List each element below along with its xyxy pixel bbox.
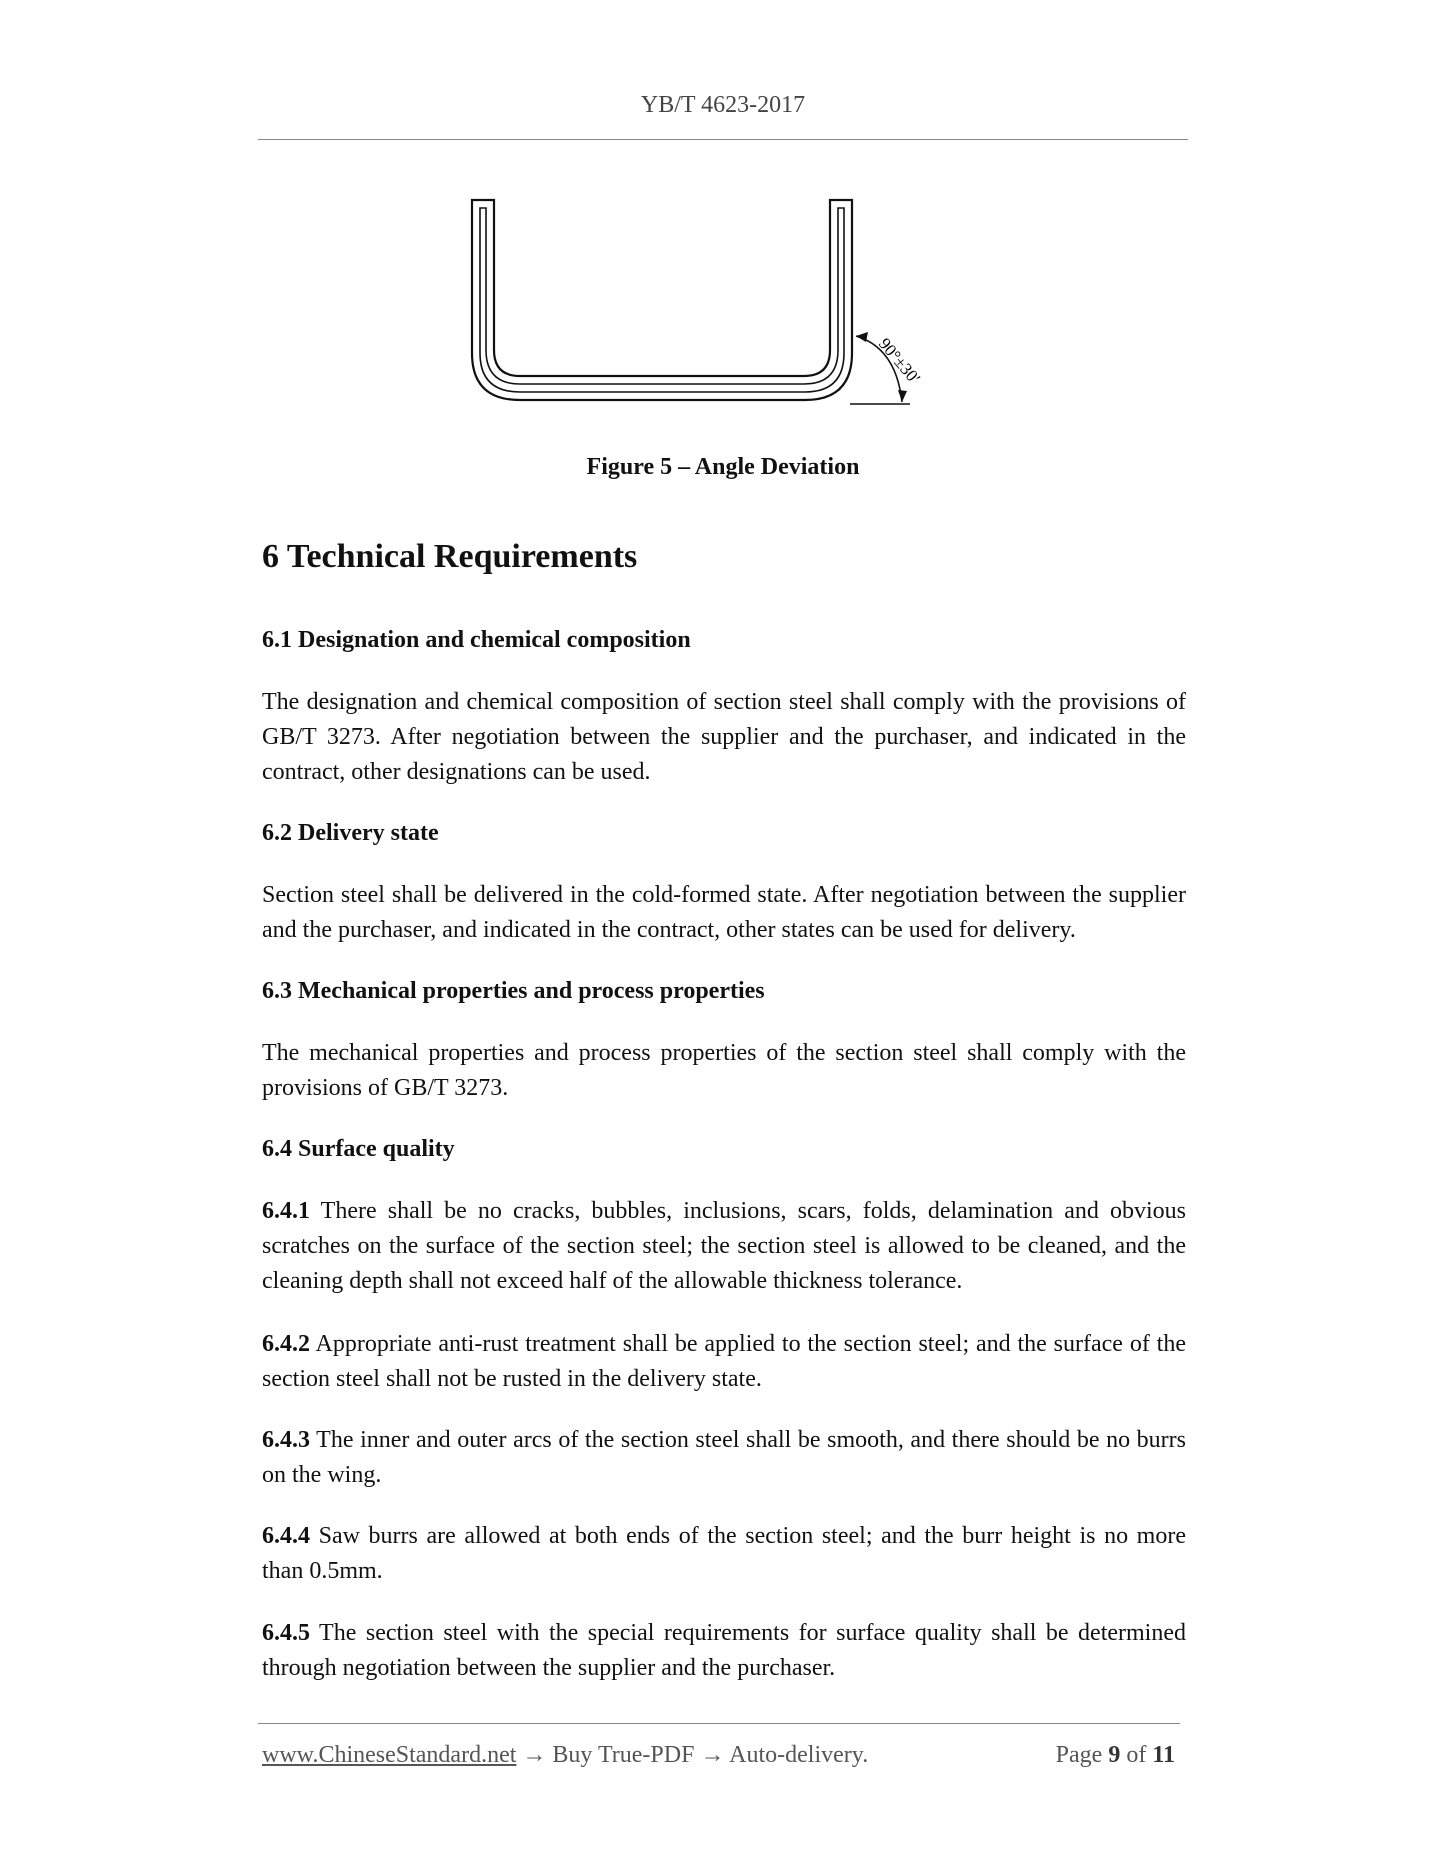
clause-number: 6.4.2 — [262, 1331, 310, 1357]
document-header: YB/T 4623-2017 — [640, 92, 806, 118]
page-number: 9 — [1108, 1742, 1121, 1768]
clause-6-4-2 — [262, 1327, 1186, 1397]
clause-number: 6.4.1 — [262, 1198, 310, 1224]
clause-number: 6.4.5 — [262, 1620, 310, 1646]
clause-text: Appropriate anti-rust treatment shall be applied to the section steel; and the surface of the section steel shall not be rusted in the delivery state. — [262, 1331, 1186, 1392]
figure-caption: Figure 5 – Angle Deviation — [586, 454, 860, 480]
section-title: 6 Technical Requirements — [262, 538, 638, 575]
subsection-6-3-text: The mechanical properties and process properties of the section steel shall comply with the provisions of GB/T 3273. — [262, 1040, 1186, 1101]
page-indicator — [1056, 1742, 1175, 1769]
buy-pdf-link[interactable]: Buy True-PDF — [552, 1742, 695, 1768]
clause-text: The inner and outer arcs of the section steel shall be smooth, and there should be no burrs on the wing. — [262, 1427, 1186, 1488]
clause-number: 6.4.4 — [262, 1523, 310, 1549]
clause-6-4-5 — [262, 1616, 1186, 1686]
angle-label: 90°±30′ — [874, 334, 925, 388]
channel-section-outline — [472, 200, 852, 400]
clause-6-4-1 — [262, 1194, 1186, 1299]
clause-number: 6.4.3 — [262, 1427, 310, 1453]
footer-links — [262, 1742, 868, 1769]
figure-angle-deviation — [470, 198, 990, 418]
subsection-6-2-text: Section steel shall be delivered in the cold-formed state. After negotiation between the supplier and the purchaser, and indicated in the contract, other states can be used for delivery. — [262, 882, 1186, 943]
footer-rule — [258, 1723, 1180, 1724]
arrow-head-icon — [898, 390, 907, 402]
header-rule — [258, 139, 1188, 140]
page-total: 11 — [1152, 1742, 1175, 1768]
subsection-6-2-title: 6.2 Delivery state — [262, 820, 439, 846]
site-link[interactable]: www.ChineseStandard.net — [262, 1742, 517, 1768]
clause-6-4-3 — [262, 1423, 1186, 1493]
subsection-6-1-title: 6.1 Designation and chemical composition — [262, 627, 691, 653]
subsection-6-1-text: The designation and chemical composition of section steel shall comply with the provisions of GB/T 3273. After negotiation between the supplier and the purchaser, and indicated in the contract, other designations can be used. — [262, 689, 1186, 785]
of-label: of — [1126, 1742, 1147, 1768]
arrow-right-icon: → — [522, 1742, 547, 1768]
clause-text: There shall be no cracks, bubbles, inclusions, scars, folds, delamination and obvious scratches on the surface of the section steel; the section steel is allowed to be cleaned, and the cleaning depth shall not exceed half of the allowable thickness tolerance. — [262, 1198, 1186, 1294]
arrow-right-icon: → — [700, 1742, 725, 1768]
clause-6-4-4 — [262, 1519, 1186, 1589]
auto-delivery-text: Auto-delivery. — [729, 1742, 869, 1768]
clause-text: Saw burrs are allowed at both ends of the section steel; and the burr height is no more than 0.5mm. — [262, 1523, 1186, 1584]
page-label: Page — [1055, 1742, 1103, 1768]
arrow-head-icon — [856, 332, 868, 342]
clause-text: The section steel with the special requirements for surface quality shall be determined through negotiation between the supplier and the purchaser. — [262, 1620, 1186, 1681]
subsection-6-4-title: 6.4 Surface quality — [262, 1136, 455, 1162]
subsection-6-3-title: 6.3 Mechanical properties and process properties — [262, 978, 765, 1004]
